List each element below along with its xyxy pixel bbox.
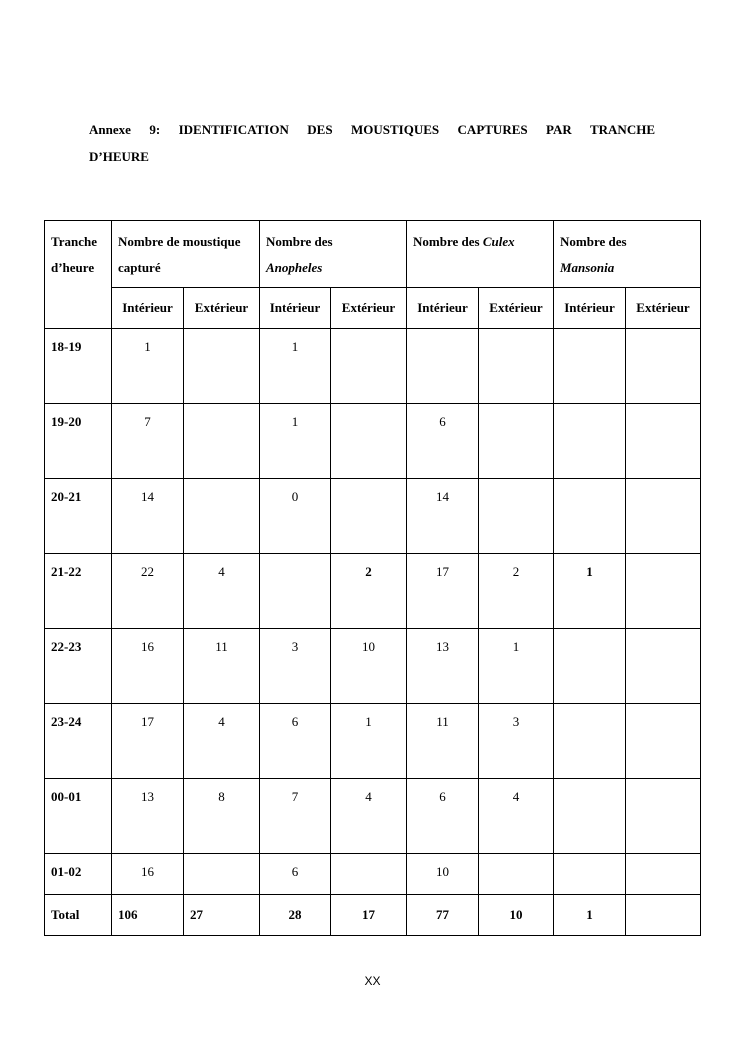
row-time: 20-21 (45, 479, 112, 554)
table-cell: 1 (554, 554, 626, 629)
header-group-mansonia-species: Mansonia (560, 260, 615, 275)
table-row (45, 404, 701, 479)
table-cell (260, 554, 331, 629)
subheader-cell: Extérieur (626, 288, 701, 329)
table-cell (407, 329, 479, 404)
table-cell (554, 779, 626, 854)
table-cell: 4 (479, 779, 554, 854)
subheader-cell: Intérieur (112, 288, 184, 329)
row-time: 01-02 (45, 854, 112, 895)
header-time-column (45, 221, 112, 329)
table-cell (626, 554, 701, 629)
row-time: 22-23 (45, 629, 112, 704)
table-cell: 10 (407, 854, 479, 895)
table-row (45, 629, 701, 704)
row-time: 23-24 (45, 704, 112, 779)
annex-title-line2: D’HEURE (89, 149, 149, 164)
row-time: 19-20 (45, 404, 112, 479)
header-group-culex (407, 221, 554, 288)
table-cell (331, 854, 407, 895)
table-cell (626, 854, 701, 895)
total-label: Total (45, 895, 112, 936)
table-cell: 11 (184, 629, 260, 704)
table-cell: 16 (112, 854, 184, 895)
table-cell (554, 404, 626, 479)
table-cell: 13 (407, 629, 479, 704)
table-cell: 4 (331, 779, 407, 854)
table-cell (331, 479, 407, 554)
table-cell: 3 (260, 629, 331, 704)
table-cell: 10 (331, 629, 407, 704)
table-cell (626, 404, 701, 479)
table-cell: 22 (112, 554, 184, 629)
header-group-mansonia (554, 221, 701, 288)
table-cell (626, 479, 701, 554)
table-cell: 11 (407, 704, 479, 779)
table-cell (554, 854, 626, 895)
header-group-total-label: Nombre de moustique capturé (118, 234, 241, 275)
header-group-culex-prefix: Nombre des (413, 234, 483, 249)
header-group-total (112, 221, 260, 288)
table-cell: 6 (260, 704, 331, 779)
total-cell: 106 (112, 895, 184, 936)
table-cell: 0 (260, 479, 331, 554)
table-cell (626, 329, 701, 404)
annex-title (89, 116, 655, 170)
total-cell: 1 (554, 895, 626, 936)
table-cell (554, 629, 626, 704)
subheader-cell: Intérieur (554, 288, 626, 329)
annex-title-line1: Annexe 9: IDENTIFICATION DES MOUSTIQUES CAPTURES PAR TRANCHE (89, 122, 655, 137)
subheader-cell: Intérieur (407, 288, 479, 329)
page-number: XX (364, 974, 381, 988)
header-group-culex-species: Culex (482, 234, 515, 249)
table-cell (479, 329, 554, 404)
table-row (45, 779, 701, 854)
table-cell (554, 704, 626, 779)
table-cell (479, 404, 554, 479)
table-cell (554, 329, 626, 404)
table-cell (331, 329, 407, 404)
subheader-cell: Intérieur (260, 288, 331, 329)
total-cell: 28 (260, 895, 331, 936)
table-row (45, 854, 701, 895)
subheader-cell: Extérieur (479, 288, 554, 329)
header-group-anopheles-species: Anopheles (266, 260, 323, 275)
table-cell (331, 404, 407, 479)
row-time: 21-22 (45, 554, 112, 629)
table-row (45, 704, 701, 779)
table-cell: 17 (407, 554, 479, 629)
total-row (45, 895, 701, 936)
table-cell: 14 (112, 479, 184, 554)
mosquito-table (44, 220, 701, 936)
table-cell: 4 (184, 554, 260, 629)
table-cell: 8 (184, 779, 260, 854)
table-cell (626, 779, 701, 854)
table-cell: 2 (331, 554, 407, 629)
table-cell: 1 (112, 329, 184, 404)
table-cell (184, 854, 260, 895)
table-cell: 1 (260, 404, 331, 479)
table-row (45, 479, 701, 554)
table-cell: 13 (112, 779, 184, 854)
row-time: 00-01 (45, 779, 112, 854)
table-cell (626, 629, 701, 704)
subheader-cell: Extérieur (331, 288, 407, 329)
table-cell (626, 704, 701, 779)
table-cell: 1 (331, 704, 407, 779)
row-time: 18-19 (45, 329, 112, 404)
table-cell (184, 329, 260, 404)
table-cell: 2 (479, 554, 554, 629)
table-cell: 6 (260, 854, 331, 895)
table-cell (479, 479, 554, 554)
total-cell (626, 895, 701, 936)
table-cell: 1 (260, 329, 331, 404)
table-cell (184, 479, 260, 554)
table-cell (479, 854, 554, 895)
total-cell: 17 (331, 895, 407, 936)
table-cell (184, 404, 260, 479)
total-cell: 77 (407, 895, 479, 936)
table-cell: 14 (407, 479, 479, 554)
table-cell: 6 (407, 779, 479, 854)
header-group-anopheles (260, 221, 407, 288)
table-cell: 6 (407, 404, 479, 479)
table-row (45, 329, 701, 404)
table-cell: 4 (184, 704, 260, 779)
table-row (45, 554, 701, 629)
header-group-anopheles-prefix: Nombre des (266, 234, 333, 249)
subheader-cell: Extérieur (184, 288, 260, 329)
total-cell: 10 (479, 895, 554, 936)
header-group-mansonia-prefix: Nombre des (560, 234, 627, 249)
total-cell: 27 (184, 895, 260, 936)
table-cell (554, 479, 626, 554)
header-time-label: Tranche d’heure (51, 234, 97, 275)
table-cell: 3 (479, 704, 554, 779)
table-cell: 7 (260, 779, 331, 854)
table-cell: 16 (112, 629, 184, 704)
table-cell: 1 (479, 629, 554, 704)
table-cell: 7 (112, 404, 184, 479)
table-cell: 17 (112, 704, 184, 779)
